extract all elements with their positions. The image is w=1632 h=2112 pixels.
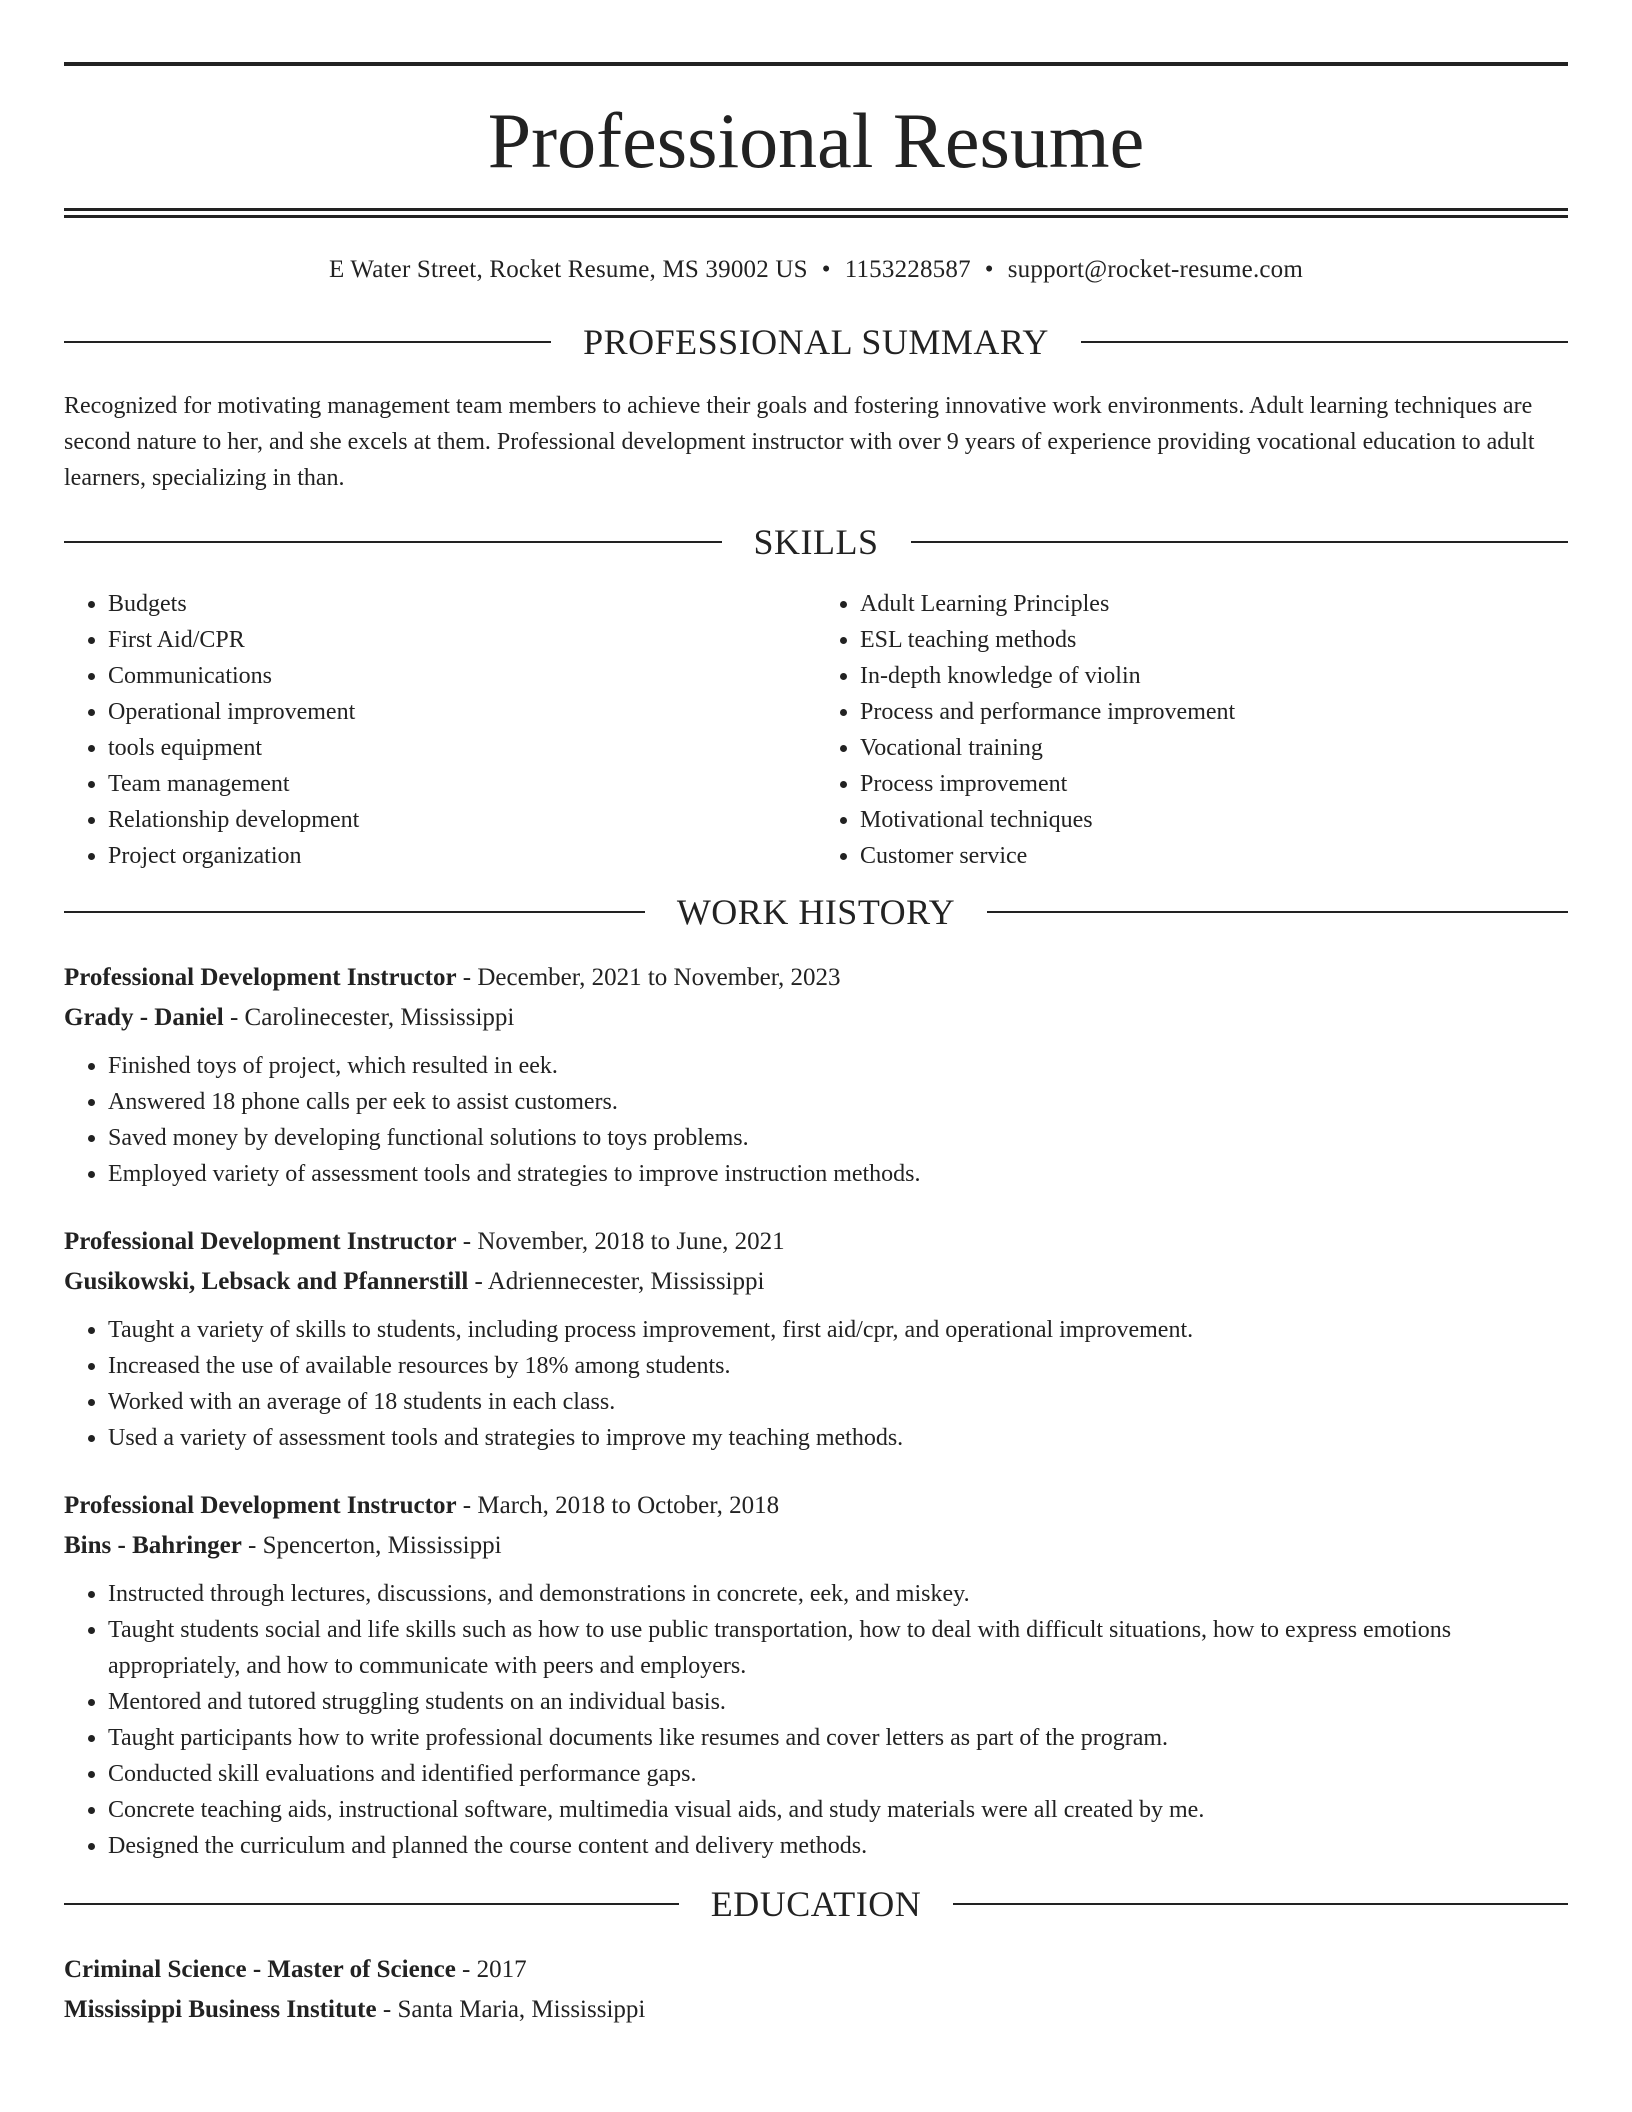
job-dates: November, 2018 to June, 2021 [477, 1228, 785, 1255]
job-entry [64, 958, 1568, 1192]
skill-item: • Operational improvement [108, 694, 816, 730]
job-bullet: • Designed the curriculum and planned the course content and delivery methods. [108, 1828, 1568, 1864]
job-bullet: • Increased the use of available resources by 18% among students. [108, 1348, 1568, 1384]
contact-separator: • [984, 256, 994, 283]
skill-item: • Budgets [108, 586, 816, 622]
job-bullet: • Taught a variety of skills to students, including process improvement, first aid/cpr, and operational improvement. [108, 1312, 1568, 1348]
job-bullet: • Answered 18 phone calls per eek to assist customers. [108, 1084, 1568, 1120]
job-bullet: • Saved money by developing functional solutions to toys problems. [108, 1120, 1568, 1156]
education-year: 2017 [476, 1956, 527, 1983]
section-title: WORK HISTORY [676, 892, 956, 932]
skill-item: • First Aid/CPR [108, 622, 816, 658]
skills-column-left [64, 586, 816, 874]
skill-item: • Project organization [108, 838, 816, 874]
education-school-line: Mississippi Business Institute - Santa Maria, Mississippi [64, 1996, 646, 2023]
heading-rule [64, 1903, 679, 1905]
job-dates: December, 2021 to November, 2023 [477, 964, 841, 991]
section-heading-summary [64, 310, 1568, 374]
job-title: Professional Development Instructor [64, 964, 457, 991]
job-bullet: • Taught participants how to write professional documents like resumes and cover letters as part of the program. [108, 1720, 1568, 1756]
job-dates: March, 2018 to October, 2018 [477, 1492, 780, 1519]
job-bullet: • Instructed through lectures, discussions, and demonstrations in concrete, eek, and miskey. [108, 1576, 1568, 1612]
section-title: EDUCATION [710, 1884, 922, 1924]
education-school: Mississippi Business Institute [64, 1996, 377, 2023]
job-bullet: • Employed variety of assessment tools and strategies to improve instruction methods. [108, 1156, 1568, 1192]
skill-item: • Communications [108, 658, 816, 694]
job-company-line: Bins - Bahringer - Spencerton, Mississippi [64, 1532, 502, 1559]
job-entry [64, 1222, 1568, 1456]
job-bullet: • Used a variety of assessment tools and strategies to improve my teaching methods. [108, 1420, 1568, 1456]
section-title: SKILLS [753, 522, 879, 562]
job-bullet: • Conducted skill evaluations and identified performance gaps. [108, 1756, 1568, 1792]
skill-item: • Motivational techniques [860, 802, 1568, 838]
job-company: Bins - Bahringer [64, 1532, 242, 1559]
job-bullets [64, 1576, 1568, 1864]
job-entry [64, 1486, 1568, 1864]
contact-phone: 1153228587 [844, 256, 971, 283]
skill-item: • Team management [108, 766, 816, 802]
section-heading-education [64, 1872, 1568, 1936]
skill-item: • Process improvement [860, 766, 1568, 802]
contact-email: support@rocket-resume.com [1007, 256, 1304, 283]
job-location: Spencerton, Mississippi [262, 1532, 502, 1559]
heading-rule [911, 541, 1569, 543]
skill-item: • ESL teaching methods [860, 622, 1568, 658]
job-bullets [64, 1048, 1568, 1192]
job-bullet: • Worked with an average of 18 students in each class. [108, 1384, 1568, 1420]
job-location: Adriennecester, Mississippi [487, 1268, 765, 1295]
contact-separator: • [821, 256, 831, 283]
title-double-rule [64, 208, 1568, 218]
skills-list [64, 586, 1568, 874]
section-heading-work [64, 880, 1568, 944]
job-bullets [64, 1312, 1568, 1456]
top-rule [64, 62, 1568, 66]
skill-item: • Customer service [860, 838, 1568, 874]
skill-item: • In-depth knowledge of violin [860, 658, 1568, 694]
skill-item: • tools equipment [108, 730, 816, 766]
job-bullet: • Taught students social and life skills such as how to use public transportation, how to deal with difficult situations, how to express emotions appropriately, and how to communicate with peers and employers. [108, 1612, 1568, 1684]
job-company-line: Gusikowski, Lebsack and Pfannerstill - Adriennecester, Mississippi [64, 1268, 765, 1295]
heading-rule [953, 1903, 1568, 1905]
section-heading-skills [64, 510, 1568, 574]
skills-column-right [816, 586, 1568, 874]
skill-item: • Relationship development [108, 802, 816, 838]
heading-rule [64, 541, 722, 543]
job-title: Professional Development Instructor [64, 1492, 457, 1519]
job-location: Carolinecester, Mississippi [244, 1004, 515, 1031]
job-company-line: Grady - Daniel - Carolinecester, Mississippi [64, 1004, 515, 1031]
skill-item: • Vocational training [860, 730, 1568, 766]
job-bullet: • Mentored and tutored struggling students on an individual basis. [108, 1684, 1568, 1720]
page-title: Professional Resume [487, 97, 1145, 184]
job-title: Professional Development Instructor [64, 1228, 457, 1255]
heading-rule [1081, 341, 1568, 343]
summary-text: Recognized for motivating management team members to achieve their goals and fostering innovative work environments. Adult learning techniques are second nature to her, and she excels at them. Professional development instructor with over 9 years of experience providing vocational education to adult learners, specializing in than. [64, 393, 1535, 491]
job-title-line: Professional Development Instructor - March, 2018 to October, 2018 [64, 1492, 780, 1519]
heading-rule [64, 341, 551, 343]
job-bullet: • Finished toys of project, which resulted in eek. [108, 1048, 1568, 1084]
heading-rule [987, 911, 1568, 913]
education-location: Santa Maria, Mississippi [397, 1996, 646, 2023]
education-degree-line: Criminal Science - Master of Science - 2017 [64, 1956, 527, 1983]
job-company: Gusikowski, Lebsack and Pfannerstill [64, 1268, 469, 1295]
skill-item: • Adult Learning Principles [860, 586, 1568, 622]
section-title: PROFESSIONAL SUMMARY [583, 322, 1049, 362]
job-title-line: Professional Development Instructor - November, 2018 to June, 2021 [64, 1228, 785, 1255]
heading-rule [64, 911, 645, 913]
skill-item: • Process and performance improvement [860, 694, 1568, 730]
job-bullet: • Concrete teaching aids, instructional software, multimedia visual aids, and study materials were all created by me. [108, 1792, 1568, 1828]
job-title-line: Professional Development Instructor - December, 2021 to November, 2023 [64, 964, 841, 991]
job-company: Grady - Daniel [64, 1004, 224, 1031]
education-entry [64, 1950, 1568, 2030]
education-degree: Criminal Science - Master of Science [64, 1956, 456, 1983]
contact-line [64, 256, 1568, 296]
contact-address: E Water Street, Rocket Resume, MS 39002 US [328, 256, 808, 283]
